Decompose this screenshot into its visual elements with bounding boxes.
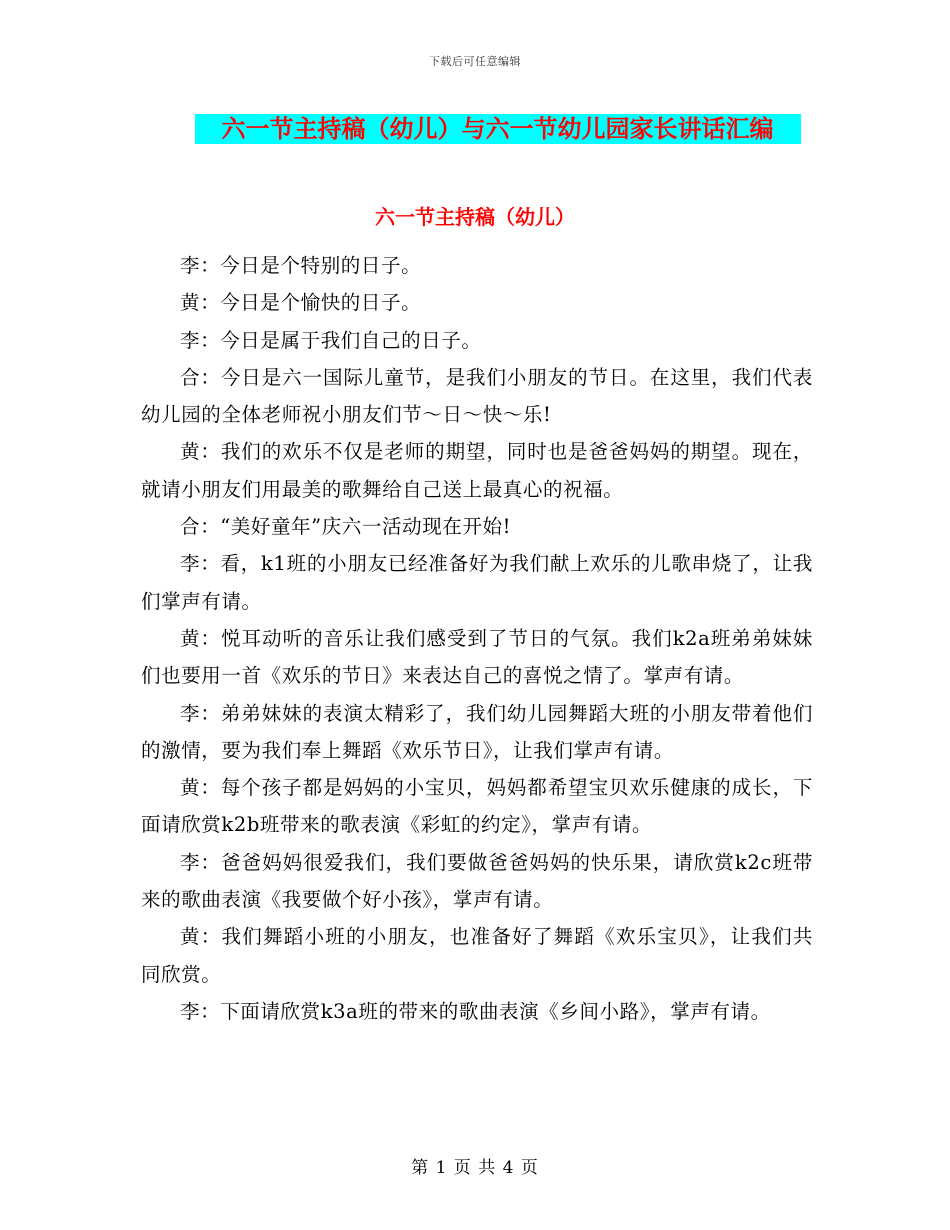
page-footer: 第 1 页 共 4 页 [411, 1158, 539, 1178]
paragraph: 合：今日是六一国际儿童节，是我们小朋友的节日。在这里，我们代表幼儿园的全体老师祝小朋友们节～日～快～乐! [141, 365, 813, 427]
paragraph: 黄：悦耳动听的音乐让我们感受到了节日的气氛。我们k2a班弟弟妹妹们也要用一首《欢乐的节日》来表达自己的喜悦之情了。掌声有请。 [141, 626, 813, 688]
page-title: 六一节主持稿（幼儿）与六一节幼儿园家长讲话汇编 [221, 115, 774, 143]
paragraph: 黄：今日是个愉快的日子。 [180, 291, 422, 315]
paragraph: 黄：我们舞蹈小班的小朋友，也准备好了舞蹈《欢乐宝贝》，让我们共同欣赏。 [141, 925, 813, 986]
paragraph: 李：今日是个特别的日子。 [180, 254, 422, 277]
paragraph: 合：“美好童年”庆六一活动现在开始! [180, 515, 512, 539]
header-note: 下载后可任意编辑 [429, 55, 521, 68]
paragraph: 李：爸爸妈妈很爱我们，我们要做爸爸妈妈的快乐果，请欣赏k2c班带来的歌曲表演《我要做个好小孩》，掌声有请。 [141, 850, 813, 912]
paragraph: 李：弟弟妹妹的表演太精彩了，我们幼儿园舞蹈大班的小朋友带着他们的激情，要为我们奉上舞蹈《欢乐节日》，让我们掌声有请。 [141, 701, 813, 762]
paragraph: 李：看，k1班的小朋友已经准备好为我们献上欢乐的儿歌串烧了，让我们掌声有请。 [141, 552, 813, 613]
paragraph: 黄：我们的欢乐不仅是老师的期望，同时也是爸爸妈妈的期望。现在，就请小朋友们用最美的歌舞给自己送上最真心的祝福。 [141, 440, 813, 501]
paragraph: 黄：每个孩子都是妈妈的小宝贝，妈妈都希望宝贝欢乐健康的成长，下面请欣赏k2b班带来的歌表演《彩虹的约定》，掌声有请。 [141, 776, 813, 837]
document-body [141, 247, 813, 1030]
paragraph: 李：今日是属于我们自己的日子。 [180, 328, 482, 352]
section-title: 六一节主持稿（幼儿） [375, 205, 575, 229]
paragraph: 李：下面请欣赏k3a班的带来的歌曲表演《乡间小路》，掌声有请。 [180, 999, 771, 1023]
